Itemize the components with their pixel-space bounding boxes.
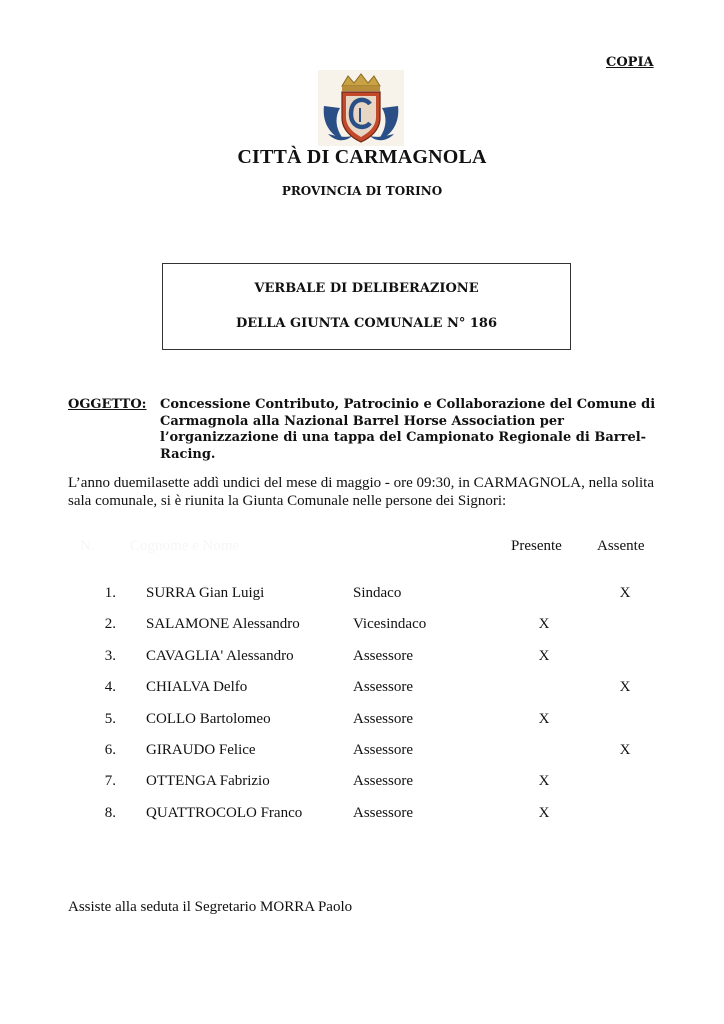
member-name: SURRA Gian Luigi xyxy=(146,585,265,601)
row-number: 8. xyxy=(104,805,116,821)
row-number: 1. xyxy=(104,585,116,601)
city-crest-icon xyxy=(318,70,404,146)
deliberation-number: DELLA GIUNTA COMUNALE N° 186 xyxy=(235,316,498,331)
present-mark: X xyxy=(538,773,550,789)
absent-column-header: Assente xyxy=(597,538,645,554)
member-role: Assessore xyxy=(353,648,413,664)
row-number: 3. xyxy=(104,648,116,664)
absent-mark: X xyxy=(619,679,631,695)
deliberation-title: VERBALE DI DELIBERAZIONE xyxy=(254,281,479,296)
member-name: GIRAUDO Felice xyxy=(146,742,256,758)
row-number: 4. xyxy=(104,679,116,695)
member-name: OTTENGA Fabrizio xyxy=(146,773,270,789)
member-role: Assessore xyxy=(353,742,413,758)
present-mark: X xyxy=(538,805,550,821)
intro-paragraph: L’anno duemilasette addì undici del mese di maggio - ore 09:30, in CARMAGNOLA, nella solita sala comunale, si è riunita la Giunta Comunale nelle persone dei Signori: xyxy=(68,475,655,509)
row-number: 6. xyxy=(104,742,116,758)
row-number: 7. xyxy=(104,773,116,789)
present-mark: X xyxy=(538,616,550,632)
absent-mark: X xyxy=(619,585,631,601)
copy-marker: COPIA xyxy=(606,55,654,70)
ghost-header-number: N. xyxy=(80,538,95,554)
member-name: CAVAGLIA' Alessandro xyxy=(146,648,294,664)
row-number: 2. xyxy=(104,616,116,632)
title-box xyxy=(162,263,571,350)
member-name: SALAMONE Alessandro xyxy=(146,616,300,632)
ghost-header-name: Cognome e Nome xyxy=(130,538,240,554)
present-mark: X xyxy=(538,711,550,727)
member-role: Assessore xyxy=(353,805,413,821)
member-name: COLLO Bartolomeo xyxy=(146,711,271,727)
province-subtitle: PROVINCIA DI TORINO xyxy=(281,184,443,198)
present-mark: X xyxy=(538,648,550,664)
city-title: CITTÀ DI CARMAGNOLA xyxy=(237,146,487,168)
member-role: Vicesindaco xyxy=(353,616,427,632)
member-role: Assessore xyxy=(353,773,413,789)
present-column-header: Presente xyxy=(511,538,562,554)
secretary-line: Assiste alla seduta il Segretario MORRA Paolo xyxy=(68,899,353,915)
member-name: QUATTROCOLO Franco xyxy=(146,805,303,821)
member-role: Assessore xyxy=(353,679,413,695)
subject-label: OGGETTO: xyxy=(68,397,147,412)
row-number: 5. xyxy=(104,711,116,727)
member-role: Sindaco xyxy=(353,585,402,601)
subject-text: Concessione Contributo, Patrocinio e Collaborazione del Comune di Carmagnola alla Nazional Barrel Horse Association per l’organizzazione di una tappa del Campionato Regionale di Barrel-Racing. xyxy=(160,397,656,462)
member-name: CHIALVA Delfo xyxy=(146,679,248,695)
member-role: Assessore xyxy=(353,711,413,727)
absent-mark: X xyxy=(619,742,631,758)
